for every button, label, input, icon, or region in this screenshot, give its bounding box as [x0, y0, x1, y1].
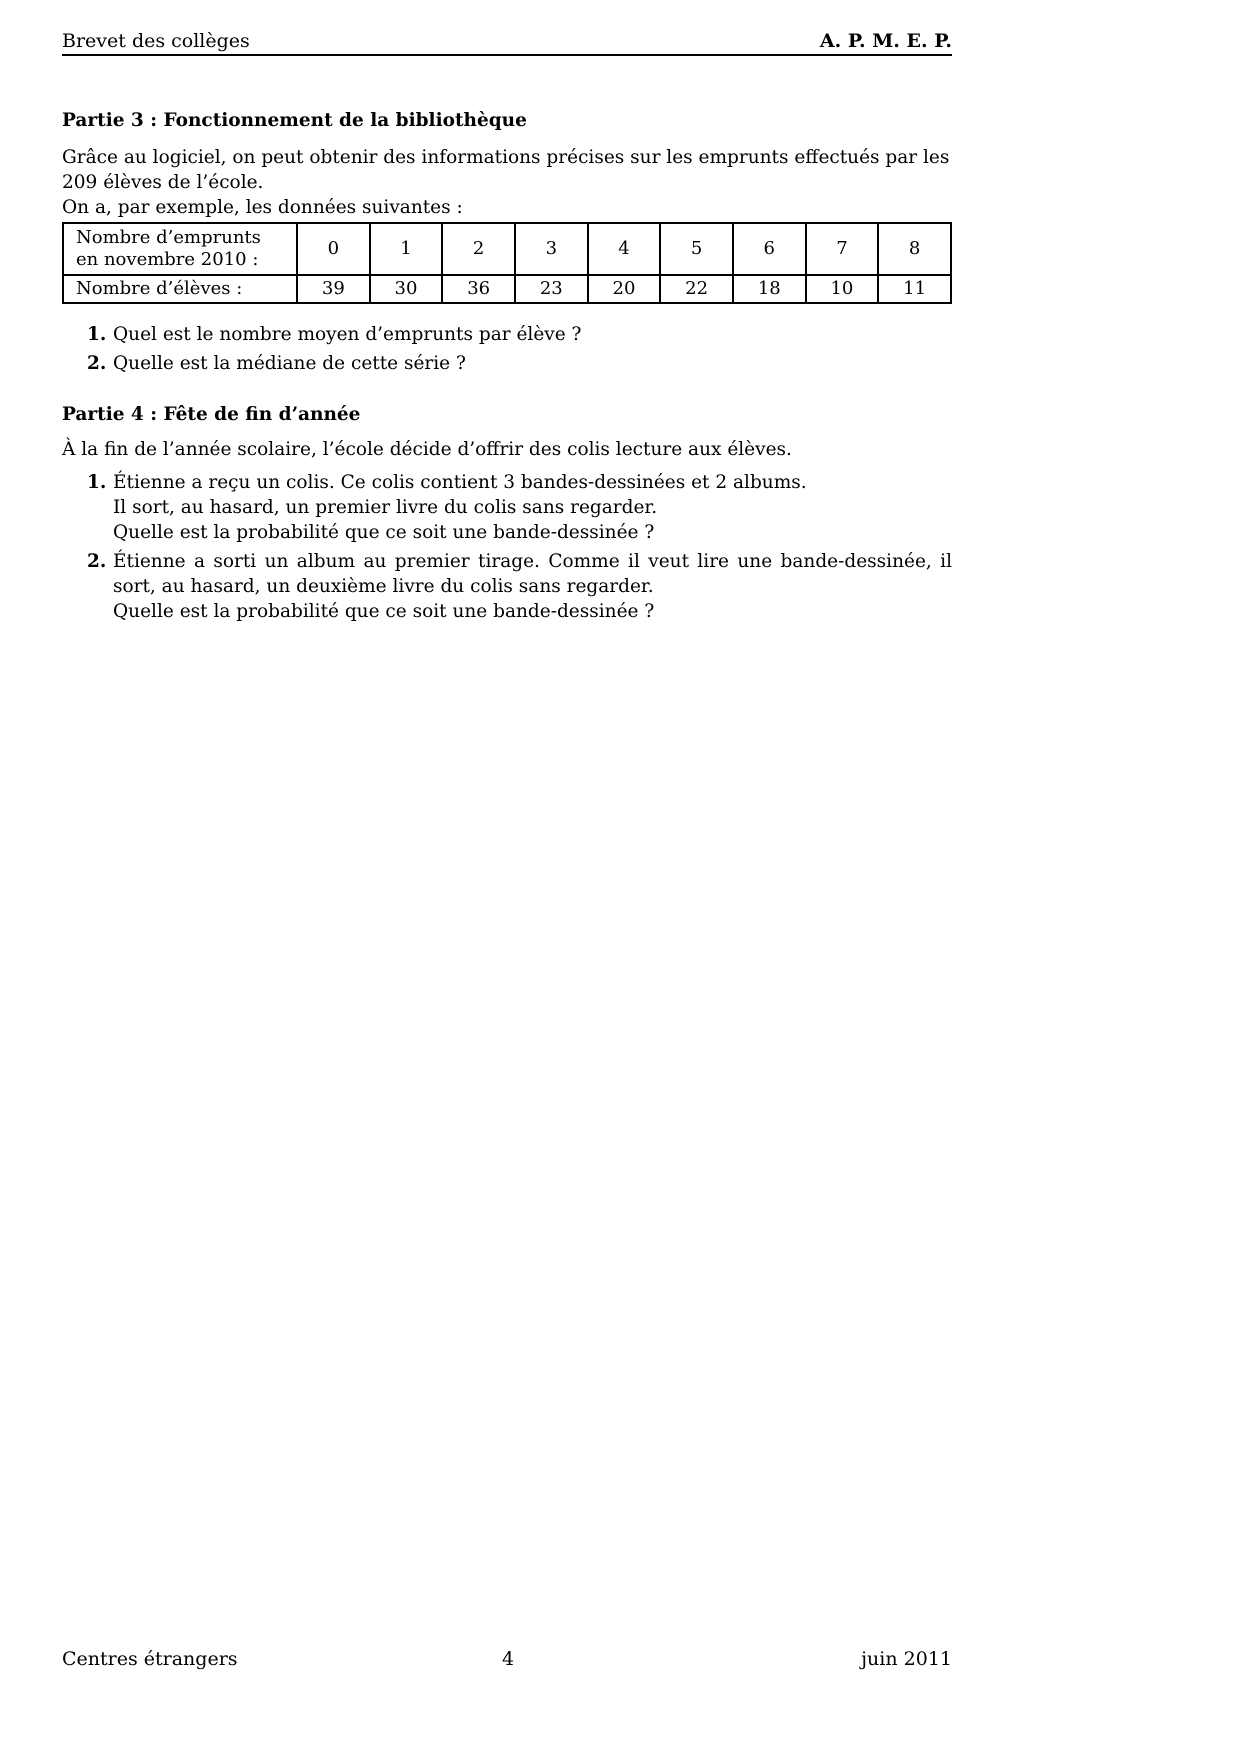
table-cell: 2 [442, 223, 515, 275]
part3-section [62, 108, 952, 376]
table-cell: 39 [297, 275, 370, 303]
part4-intro: À la fin de l’année scolaire, l’école décide d’offrir des colis lecture aux élèves. [62, 439, 792, 460]
question-number: 2. [87, 353, 107, 374]
table-row-emprunts [63, 223, 951, 275]
table-cell: 5 [660, 223, 733, 275]
table-cell: 30 [370, 275, 443, 303]
header-right: A. P. M. E. P. [819, 30, 952, 52]
header-left: Brevet des collèges [62, 30, 250, 52]
list-item [62, 549, 952, 624]
part4-questions [62, 470, 952, 624]
loans-table [62, 222, 952, 304]
footer-right: juin 2011 [861, 1648, 952, 1670]
table-cell: 36 [442, 275, 515, 303]
question-line: Étienne a sorti un album au premier tirage. Comme il veut lire une bande-dessinée, il sort, au hasard, un deuxième livre du colis sans regarder. [113, 551, 952, 597]
question-text: Quel est le nombre moyen d’emprunts par élève ? [113, 324, 582, 345]
table-cell: 8 [878, 223, 951, 275]
page [62, 0, 952, 1754]
question-line: Quelle est la probabilité que ce soit une bande-dessinée ? [113, 601, 655, 622]
part3-questions [62, 322, 952, 376]
question-number: 2. [87, 551, 107, 572]
page-number: 4 [502, 1648, 515, 1670]
table-row-header: Nombre d’emprunts en novembre 2010 : [63, 223, 297, 275]
part4-section [62, 402, 952, 624]
question-line: Quelle est la probabilité que ce soit une bande-dessinée ? [113, 522, 655, 543]
part3-title: Partie 3 : Fonctionnement de la bibliothèque [62, 110, 527, 131]
list-item [62, 322, 952, 347]
table-cell: 6 [733, 223, 806, 275]
footer-left: Centres étrangers [62, 1648, 238, 1670]
part3-intro-line1: Grâce au logiciel, on peut obtenir des informations précises sur les emprunts effectués par les 209 élèves de l’école. [62, 147, 950, 193]
question-line: Étienne a reçu un colis. Ce colis contient 3 bandes-dessinées et 2 albums. [113, 472, 807, 493]
table-cell: 22 [660, 275, 733, 303]
table-cell: 18 [733, 275, 806, 303]
part3-intro-line2: On a, par exemple, les données suivantes : [62, 197, 463, 218]
table-row-header: Nombre d’élèves : [63, 275, 297, 303]
question-number: 1. [87, 472, 107, 493]
table-cell: 7 [806, 223, 879, 275]
question-text: Quelle est la médiane de cette série ? [113, 353, 466, 374]
list-item [62, 470, 952, 545]
table-cell: 1 [370, 223, 443, 275]
table-cell: 3 [515, 223, 588, 275]
table-cell: 0 [297, 223, 370, 275]
page-header [62, 28, 952, 56]
question-number: 1. [87, 324, 107, 345]
part4-title: Partie 4 : Fête de fin d’année [62, 404, 361, 425]
table-cell: 23 [515, 275, 588, 303]
list-item [62, 351, 952, 376]
table-cell: 11 [878, 275, 951, 303]
document-content [62, 108, 952, 628]
table-cell: 20 [588, 275, 661, 303]
table-cell: 10 [806, 275, 879, 303]
table-cell: 4 [588, 223, 661, 275]
question-line: Il sort, au hasard, un premier livre du colis sans regarder. [113, 497, 658, 518]
table-row-eleves [63, 275, 951, 303]
